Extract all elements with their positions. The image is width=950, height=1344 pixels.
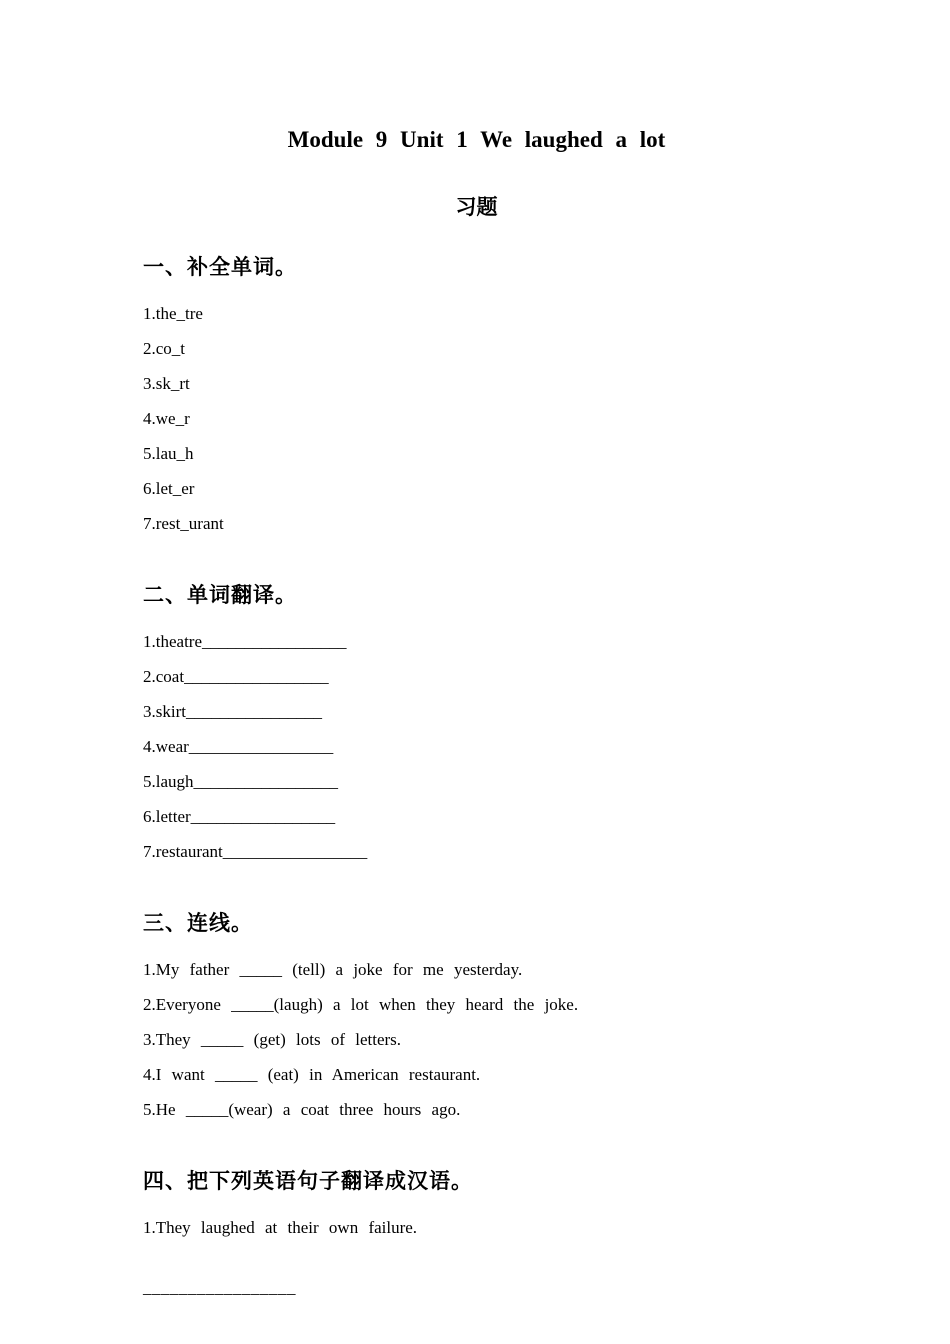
section-fill-in-verbs bbox=[143, 876, 810, 1134]
exercise-item: 4.we_r bbox=[143, 409, 190, 428]
exercise-item: 5.He _____(wear) a coat three hours ago. bbox=[143, 1100, 461, 1119]
exercise-item: 2.Everyone _____(laugh) a lot when they heard the joke. bbox=[143, 995, 579, 1014]
exercise-item: 1.theatre_________________ bbox=[143, 632, 347, 651]
page-title: Module 9 Unit 1 We laughed a lot bbox=[287, 127, 666, 152]
exercise-item: 7.rest_urant bbox=[143, 514, 224, 533]
exercise-item: 1.My father _____ (tell) a joke for me yesterday. bbox=[143, 960, 523, 979]
exercise-item: 5.laugh_________________ bbox=[143, 772, 339, 791]
exercise-item: 7.restaurant_________________ bbox=[143, 842, 368, 861]
section-word-translation bbox=[143, 548, 810, 876]
exercise-item: 3.They _____ (get) lots of letters. bbox=[143, 1030, 402, 1049]
exercise-item: 2.coat_________________ bbox=[143, 667, 329, 686]
section-complete-words bbox=[143, 220, 810, 548]
exercise-item: 1.They laughed at their own failure. bbox=[143, 1218, 418, 1237]
exercise-item: 5.lau_h bbox=[143, 444, 194, 463]
section-heading: 二、单词翻译。 bbox=[143, 584, 297, 607]
exercise-item: 6.let_er bbox=[143, 479, 195, 498]
exercise-item: 6.letter_________________ bbox=[143, 807, 336, 826]
exercise-item: 4.wear_________________ bbox=[143, 737, 334, 756]
exercise-item: 3.skirt________________ bbox=[143, 702, 322, 721]
section-heading: 四、把下列英语句子翻译成汉语。 bbox=[143, 1170, 473, 1193]
exercise-item: 1.the_tre bbox=[143, 304, 203, 323]
exercise-item: 2.co_t bbox=[143, 339, 186, 358]
answer-blank-line: _________________ bbox=[143, 1278, 296, 1297]
section-heading: 一、补全单词。 bbox=[143, 256, 297, 279]
exercise-item: 3.sk_rt bbox=[143, 374, 190, 393]
section-translate-sentences bbox=[143, 1134, 810, 1312]
page-subtitle: 习题 bbox=[455, 196, 498, 219]
section-heading: 三、连线。 bbox=[143, 912, 253, 935]
exercise-item: 4.I want _____ (eat) in American restaurant. bbox=[143, 1065, 481, 1084]
